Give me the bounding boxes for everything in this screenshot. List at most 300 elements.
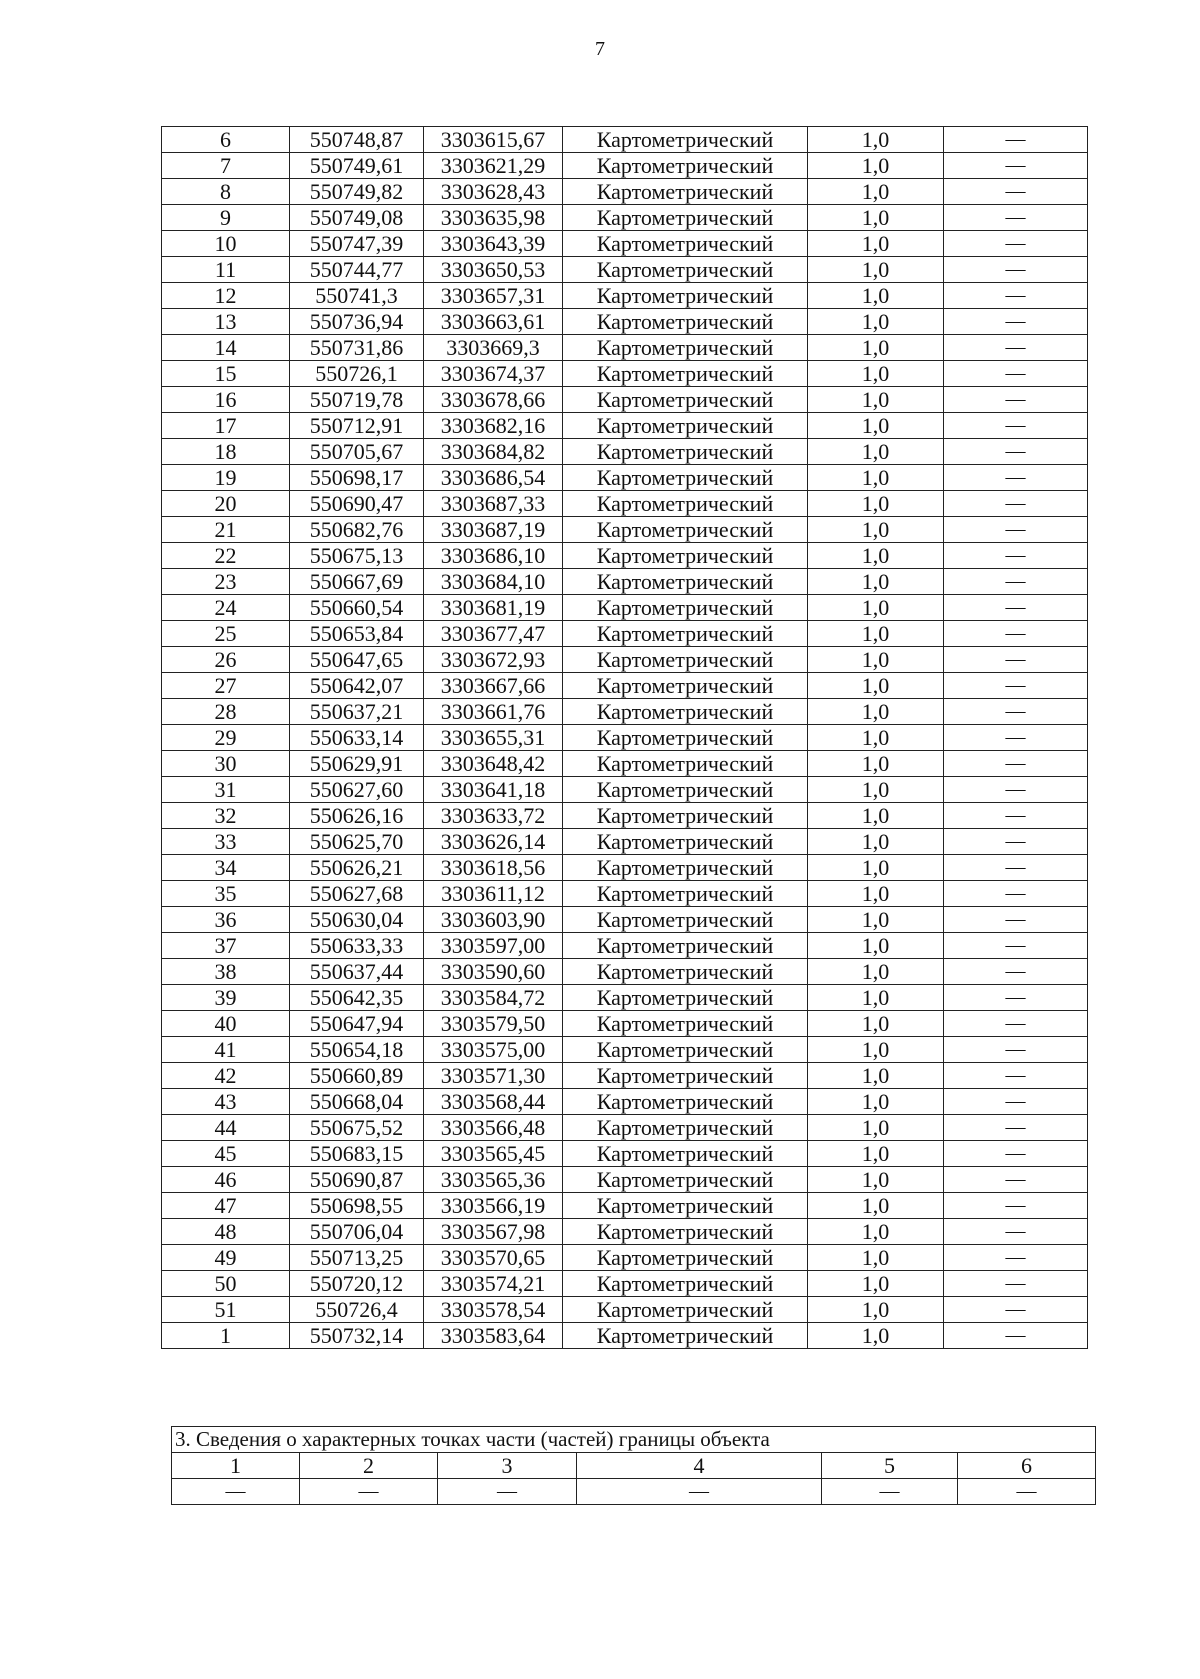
coord-x-cell: 550626,21 [290,855,424,881]
point-number-cell: 9 [162,205,290,231]
coord-x-cell: 550736,94 [290,309,424,335]
point-number-cell: 49 [162,1245,290,1271]
note-cell: — [944,387,1088,413]
point-number-cell: 16 [162,387,290,413]
coord-y-cell: 3303574,21 [424,1271,563,1297]
column-number-1: 1 [172,1453,300,1479]
point-number-cell: 1 [162,1323,290,1349]
method-cell: Картометрический [563,829,808,855]
table-row [162,205,1088,231]
coord-x-cell: 550749,82 [290,179,424,205]
coord-y-cell: 3303584,72 [424,985,563,1011]
boundary-points-table [161,126,1088,1349]
method-cell: Картометрический [563,153,808,179]
point-number-cell: 12 [162,283,290,309]
method-cell: Картометрический [563,1011,808,1037]
note-cell: — [944,465,1088,491]
section-heading-row [172,1427,1096,1453]
empty-cell-6: — [958,1479,1096,1505]
point-number-cell: 11 [162,257,290,283]
coord-x-cell: 550705,67 [290,439,424,465]
accuracy-cell: 1,0 [808,595,944,621]
note-cell: — [944,751,1088,777]
method-cell: Картометрический [563,725,808,751]
accuracy-cell: 1,0 [808,1037,944,1063]
table-row [162,491,1088,517]
method-cell: Картометрический [563,985,808,1011]
accuracy-cell: 1,0 [808,673,944,699]
accuracy-cell: 1,0 [808,153,944,179]
accuracy-cell: 1,0 [808,283,944,309]
table-row [162,1037,1088,1063]
coord-y-cell: 3303635,98 [424,205,563,231]
table-row [162,803,1088,829]
table-row [162,361,1088,387]
table-row [162,517,1088,543]
coord-x-cell: 550741,3 [290,283,424,309]
method-cell: Картометрический [563,699,808,725]
method-cell: Картометрический [563,673,808,699]
accuracy-cell: 1,0 [808,647,944,673]
accuracy-cell: 1,0 [808,751,944,777]
page-number: 7 [595,38,605,60]
method-cell: Картометрический [563,751,808,777]
method-cell: Картометрический [563,361,808,387]
table-row [162,621,1088,647]
coord-x-cell: 550660,54 [290,595,424,621]
coord-y-cell: 3303687,19 [424,517,563,543]
point-number-cell: 8 [162,179,290,205]
coord-x-cell: 550698,55 [290,1193,424,1219]
method-cell: Картометрический [563,1063,808,1089]
point-number-cell: 30 [162,751,290,777]
accuracy-cell: 1,0 [808,309,944,335]
table-row [162,1193,1088,1219]
accuracy-cell: 1,0 [808,621,944,647]
note-cell: — [944,257,1088,283]
coord-x-cell: 550690,87 [290,1167,424,1193]
table-row [162,699,1088,725]
point-number-cell: 32 [162,803,290,829]
empty-cell-5: — [822,1479,958,1505]
coord-y-cell: 3303677,47 [424,621,563,647]
method-cell: Картометрический [563,881,808,907]
method-cell: Картометрический [563,1115,808,1141]
coord-x-cell: 550647,94 [290,1011,424,1037]
coord-y-cell: 3303603,90 [424,907,563,933]
accuracy-cell: 1,0 [808,699,944,725]
empty-data-row [172,1479,1096,1505]
method-cell: Картометрический [563,491,808,517]
table-row [162,283,1088,309]
table-row [162,673,1088,699]
table-row [162,647,1088,673]
coord-x-cell: 550642,07 [290,673,424,699]
accuracy-cell: 1,0 [808,361,944,387]
note-cell: — [944,335,1088,361]
coord-y-cell: 3303667,66 [424,673,563,699]
coord-x-cell: 550683,15 [290,1141,424,1167]
table-row [162,1115,1088,1141]
point-number-cell: 37 [162,933,290,959]
method-cell: Картометрический [563,205,808,231]
point-number-cell: 6 [162,127,290,153]
table-row [162,1089,1088,1115]
accuracy-cell: 1,0 [808,1219,944,1245]
method-cell: Картометрический [563,439,808,465]
table-row [162,439,1088,465]
point-number-cell: 14 [162,335,290,361]
coord-y-cell: 3303672,93 [424,647,563,673]
method-cell: Картометрический [563,647,808,673]
note-cell: — [944,1141,1088,1167]
note-cell: — [944,1219,1088,1245]
coord-y-cell: 3303590,60 [424,959,563,985]
note-cell: — [944,1323,1088,1349]
point-number-cell: 15 [162,361,290,387]
note-cell: — [944,699,1088,725]
point-number-cell: 7 [162,153,290,179]
coord-x-cell: 550747,39 [290,231,424,257]
coord-y-cell: 3303655,31 [424,725,563,751]
note-cell: — [944,959,1088,985]
coord-x-cell: 550667,69 [290,569,424,595]
note-cell: — [944,283,1088,309]
point-number-cell: 39 [162,985,290,1011]
coord-x-cell: 550637,44 [290,959,424,985]
point-number-cell: 31 [162,777,290,803]
method-cell: Картометрический [563,127,808,153]
point-number-cell: 18 [162,439,290,465]
note-cell: — [944,153,1088,179]
method-cell: Картометрический [563,257,808,283]
coord-x-cell: 550660,89 [290,1063,424,1089]
coord-y-cell: 3303687,33 [424,491,563,517]
accuracy-cell: 1,0 [808,231,944,257]
table-row [162,387,1088,413]
method-cell: Картометрический [563,621,808,647]
coord-x-cell: 550630,04 [290,907,424,933]
method-cell: Картометрический [563,595,808,621]
column-numbers-row [172,1453,1096,1479]
note-cell: — [944,491,1088,517]
boundary-points-table-body [162,127,1088,1349]
point-number-cell: 10 [162,231,290,257]
method-cell: Картометрический [563,959,808,985]
note-cell: — [944,361,1088,387]
table-row [162,595,1088,621]
table-row [162,257,1088,283]
section-heading: 3. Сведения о характерных точках части (частей) границы объекта [172,1427,1096,1453]
method-cell: Картометрический [563,1219,808,1245]
table-row [162,1323,1088,1349]
accuracy-cell: 1,0 [808,1141,944,1167]
point-number-cell: 13 [162,309,290,335]
coord-x-cell: 550668,04 [290,1089,424,1115]
accuracy-cell: 1,0 [808,127,944,153]
accuracy-cell: 1,0 [808,829,944,855]
accuracy-cell: 1,0 [808,387,944,413]
coord-x-cell: 550726,1 [290,361,424,387]
point-number-cell: 17 [162,413,290,439]
point-number-cell: 19 [162,465,290,491]
note-cell: — [944,881,1088,907]
note-cell: — [944,205,1088,231]
accuracy-cell: 1,0 [808,959,944,985]
coord-y-cell: 3303566,19 [424,1193,563,1219]
accuracy-cell: 1,0 [808,569,944,595]
note-cell: — [944,1011,1088,1037]
coord-x-cell: 550713,25 [290,1245,424,1271]
table-row [162,1219,1088,1245]
coord-y-cell: 3303565,45 [424,1141,563,1167]
accuracy-cell: 1,0 [808,855,944,881]
empty-cell-1: — [172,1479,300,1505]
coord-x-cell: 550625,70 [290,829,424,855]
method-cell: Картометрический [563,1297,808,1323]
coord-x-cell: 550698,17 [290,465,424,491]
note-cell: — [944,1089,1088,1115]
point-number-cell: 25 [162,621,290,647]
coord-y-cell: 3303611,12 [424,881,563,907]
coord-x-cell: 550690,47 [290,491,424,517]
accuracy-cell: 1,0 [808,1115,944,1141]
coord-y-cell: 3303643,39 [424,231,563,257]
point-number-cell: 36 [162,907,290,933]
coord-y-cell: 3303641,18 [424,777,563,803]
table-row [162,985,1088,1011]
table-row [162,1011,1088,1037]
coord-y-cell: 3303650,53 [424,257,563,283]
coord-y-cell: 3303678,66 [424,387,563,413]
accuracy-cell: 1,0 [808,517,944,543]
table-row [162,335,1088,361]
table-row [162,829,1088,855]
coord-y-cell: 3303628,43 [424,179,563,205]
note-cell: — [944,543,1088,569]
note-cell: — [944,1271,1088,1297]
method-cell: Картометрический [563,777,808,803]
accuracy-cell: 1,0 [808,439,944,465]
point-number-cell: 27 [162,673,290,699]
table-row [162,881,1088,907]
accuracy-cell: 1,0 [808,1271,944,1297]
point-number-cell: 24 [162,595,290,621]
point-number-cell: 38 [162,959,290,985]
coord-y-cell: 3303579,50 [424,1011,563,1037]
coord-y-cell: 3303661,76 [424,699,563,725]
column-number-5: 5 [822,1453,958,1479]
note-cell: — [944,1167,1088,1193]
coord-y-cell: 3303597,00 [424,933,563,959]
accuracy-cell: 1,0 [808,543,944,569]
column-number-6: 6 [958,1453,1096,1479]
coord-x-cell: 550675,13 [290,543,424,569]
method-cell: Картометрический [563,907,808,933]
coord-x-cell: 550642,35 [290,985,424,1011]
accuracy-cell: 1,0 [808,179,944,205]
coord-x-cell: 550744,77 [290,257,424,283]
column-number-4: 4 [577,1453,822,1479]
coord-x-cell: 550653,84 [290,621,424,647]
table-row [162,1167,1088,1193]
table-row [162,153,1088,179]
coord-y-cell: 3303567,98 [424,1219,563,1245]
note-cell: — [944,673,1088,699]
note-cell: — [944,855,1088,881]
empty-cell-3: — [438,1479,577,1505]
coord-y-cell: 3303633,72 [424,803,563,829]
coord-x-cell: 550749,61 [290,153,424,179]
point-number-cell: 51 [162,1297,290,1323]
table-row [162,1297,1088,1323]
point-number-cell: 41 [162,1037,290,1063]
coord-y-cell: 3303663,61 [424,309,563,335]
point-number-cell: 29 [162,725,290,751]
point-number-cell: 40 [162,1011,290,1037]
note-cell: — [944,1115,1088,1141]
table-row [162,309,1088,335]
accuracy-cell: 1,0 [808,777,944,803]
coord-y-cell: 3303674,37 [424,361,563,387]
point-number-cell: 26 [162,647,290,673]
method-cell: Картометрический [563,1323,808,1349]
column-number-3: 3 [438,1453,577,1479]
accuracy-cell: 1,0 [808,491,944,517]
coord-x-cell: 550732,14 [290,1323,424,1349]
note-cell: — [944,179,1088,205]
accuracy-cell: 1,0 [808,205,944,231]
coord-y-cell: 3303570,65 [424,1245,563,1271]
method-cell: Картометрический [563,1037,808,1063]
coord-x-cell: 550637,21 [290,699,424,725]
method-cell: Картометрический [563,933,808,959]
accuracy-cell: 1,0 [808,335,944,361]
note-cell: — [944,1193,1088,1219]
coord-y-cell: 3303682,16 [424,413,563,439]
method-cell: Картометрический [563,231,808,257]
column-number-2: 2 [300,1453,438,1479]
note-cell: — [944,1297,1088,1323]
coord-x-cell: 550633,33 [290,933,424,959]
method-cell: Картометрический [563,803,808,829]
accuracy-cell: 1,0 [808,803,944,829]
coord-y-cell: 3303648,42 [424,751,563,777]
coord-y-cell: 3303684,10 [424,569,563,595]
table-row [162,1141,1088,1167]
point-number-cell: 44 [162,1115,290,1141]
point-number-cell: 22 [162,543,290,569]
coord-y-cell: 3303578,54 [424,1297,563,1323]
accuracy-cell: 1,0 [808,1323,944,1349]
method-cell: Картометрический [563,387,808,413]
coord-x-cell: 550627,60 [290,777,424,803]
table-row [162,959,1088,985]
coord-x-cell: 550720,12 [290,1271,424,1297]
method-cell: Картометрический [563,1245,808,1271]
accuracy-cell: 1,0 [808,257,944,283]
coord-x-cell: 550647,65 [290,647,424,673]
note-cell: — [944,569,1088,595]
empty-cell-2: — [300,1479,438,1505]
table-row [162,1063,1088,1089]
accuracy-cell: 1,0 [808,465,944,491]
table-row [162,907,1088,933]
table-row [162,543,1088,569]
coord-x-cell: 550748,87 [290,127,424,153]
point-number-cell: 50 [162,1271,290,1297]
accuracy-cell: 1,0 [808,881,944,907]
method-cell: Картометрический [563,855,808,881]
note-cell: — [944,647,1088,673]
coord-x-cell: 550627,68 [290,881,424,907]
accuracy-cell: 1,0 [808,725,944,751]
coord-y-cell: 3303686,54 [424,465,563,491]
note-cell: — [944,907,1088,933]
point-number-cell: 47 [162,1193,290,1219]
coord-y-cell: 3303568,44 [424,1089,563,1115]
accuracy-cell: 1,0 [808,413,944,439]
table-row [162,725,1088,751]
coord-x-cell: 550629,91 [290,751,424,777]
note-cell: — [944,231,1088,257]
coord-y-cell: 3303618,56 [424,855,563,881]
method-cell: Картометрический [563,517,808,543]
point-number-cell: 23 [162,569,290,595]
coord-y-cell: 3303583,64 [424,1323,563,1349]
coord-y-cell: 3303681,19 [424,595,563,621]
note-cell: — [944,1245,1088,1271]
accuracy-cell: 1,0 [808,1089,944,1115]
coord-y-cell: 3303684,82 [424,439,563,465]
coord-x-cell: 550654,18 [290,1037,424,1063]
method-cell: Картометрический [563,1089,808,1115]
point-number-cell: 35 [162,881,290,907]
point-number-cell: 28 [162,699,290,725]
table-row [162,751,1088,777]
coord-y-cell: 3303565,36 [424,1167,563,1193]
coord-y-cell: 3303657,31 [424,283,563,309]
coord-x-cell: 550633,14 [290,725,424,751]
note-cell: — [944,933,1088,959]
coord-x-cell: 550682,76 [290,517,424,543]
table-row [162,179,1088,205]
accuracy-cell: 1,0 [808,1167,944,1193]
coord-x-cell: 550731,86 [290,335,424,361]
coord-x-cell: 550726,4 [290,1297,424,1323]
coord-x-cell: 550749,08 [290,205,424,231]
method-cell: Картометрический [563,1167,808,1193]
coord-y-cell: 3303615,67 [424,127,563,153]
method-cell: Картометрический [563,179,808,205]
coord-y-cell: 3303566,48 [424,1115,563,1141]
note-cell: — [944,829,1088,855]
point-number-cell: 45 [162,1141,290,1167]
table-row [162,1271,1088,1297]
coord-y-cell: 3303626,14 [424,829,563,855]
point-number-cell: 21 [162,517,290,543]
accuracy-cell: 1,0 [808,1011,944,1037]
table-row [162,855,1088,881]
note-cell: — [944,595,1088,621]
table-row [162,413,1088,439]
coord-y-cell: 3303686,10 [424,543,563,569]
coord-x-cell: 550675,52 [290,1115,424,1141]
note-cell: — [944,803,1088,829]
note-cell: — [944,127,1088,153]
table-row [162,231,1088,257]
coord-x-cell: 550626,16 [290,803,424,829]
